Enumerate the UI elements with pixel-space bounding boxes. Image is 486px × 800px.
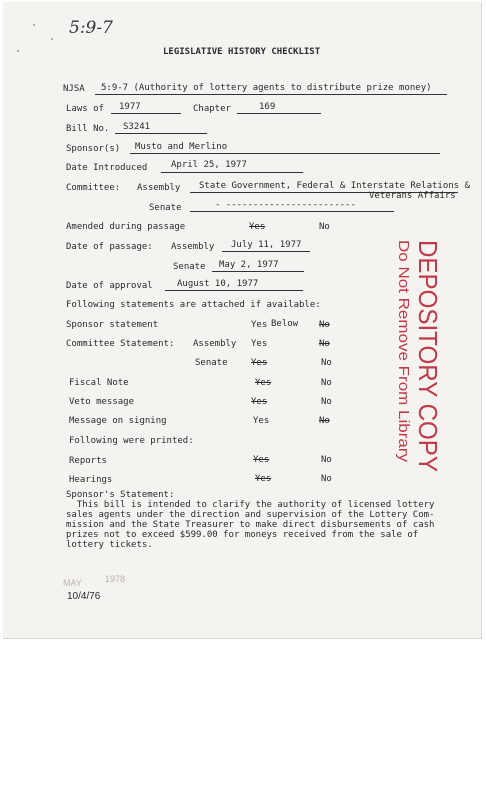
date-of-approval-underline bbox=[165, 290, 303, 291]
chapter-underline bbox=[237, 113, 321, 114]
date-of-approval-value: August 10, 1977 bbox=[177, 279, 259, 289]
veto-message-no: No bbox=[321, 397, 332, 407]
sponsors-underline bbox=[130, 153, 440, 154]
sponsor-statement-note: Below bbox=[271, 319, 299, 329]
speck bbox=[51, 38, 53, 40]
message-on-signing-yes: Yes bbox=[253, 416, 270, 426]
attached-statements-header: Following statements are attached if available: bbox=[66, 300, 321, 310]
depository-copy-stamp bbox=[395, 238, 447, 474]
statement-line: mission and the State Treasurer to make direct disbursements of cash bbox=[66, 520, 435, 530]
bill-no-label: Bill No. bbox=[66, 124, 110, 134]
depository-stamp-line1: DEPOSITORY COPY bbox=[413, 240, 443, 474]
passage-senate-value: May 2, 1977 bbox=[219, 260, 279, 270]
statement-line: lottery tickets. bbox=[66, 540, 153, 550]
committee-assembly-value-1: State Government, Federal & Interstate Relations & bbox=[199, 181, 470, 191]
fiscal-note-no: No bbox=[321, 378, 332, 388]
statement-line: prizes not to exceed $599.00 for moneys received from the sale of bbox=[66, 530, 419, 540]
hearings-label: Hearings bbox=[69, 475, 113, 485]
hearings-no: No bbox=[321, 474, 332, 484]
statement-line: sales agents under the direction and supervision of the Lottery Com- bbox=[66, 510, 435, 520]
committee-senate-label: Senate bbox=[149, 203, 182, 213]
bill-no-underline bbox=[115, 133, 207, 134]
depository-stamp-line2: Do Not Remove From Library bbox=[395, 240, 411, 430]
committee-assembly-label: Assembly bbox=[137, 183, 181, 193]
sponsor-statement-label: Sponsor statement bbox=[66, 320, 159, 330]
amended-label: Amended during passage bbox=[66, 222, 186, 232]
passage-senate-underline bbox=[212, 271, 304, 272]
statement-line: This bill is intended to clarify the authority of licensed lottery bbox=[66, 500, 435, 510]
veto-message-label: Veto message bbox=[69, 397, 135, 407]
passage-assembly-underline bbox=[222, 251, 310, 252]
committee-senate-underline bbox=[190, 211, 394, 212]
committee-assembly-value-2: Veterans Affairs bbox=[369, 191, 456, 201]
amended-yes: Yes bbox=[249, 222, 266, 232]
committee-statement-senate-no: No bbox=[321, 358, 332, 368]
hearings-yes: Yes bbox=[255, 474, 272, 484]
depository-stamp-graphic bbox=[395, 238, 447, 474]
sponsor-statement-yes: Yes bbox=[251, 320, 268, 330]
date-of-approval-label: Date of approval bbox=[66, 281, 153, 291]
chapter-value: 169 bbox=[259, 102, 276, 112]
sponsors-label: Sponsor(s) bbox=[66, 144, 121, 154]
fiscal-note-yes: Yes bbox=[255, 378, 272, 388]
committee-statement-label: Committee Statement: bbox=[66, 339, 175, 349]
committee-label: Committee: bbox=[66, 183, 121, 193]
date-introduced-label: Date Introduced bbox=[66, 163, 148, 173]
bill-no-value: S3241 bbox=[123, 122, 151, 132]
faint-month-stamp: MAY bbox=[63, 578, 82, 588]
chapter-label: Chapter bbox=[193, 104, 231, 114]
committee-statement-senate-yes: Yes bbox=[251, 358, 268, 368]
date-introduced-underline bbox=[161, 172, 303, 173]
amended-no: No bbox=[319, 222, 330, 232]
reports-no: No bbox=[321, 455, 332, 465]
committee-statement-senate: Senate bbox=[195, 358, 228, 368]
printed-header: Following were printed: bbox=[69, 436, 194, 446]
committee-statement-assembly: Assembly bbox=[193, 339, 237, 349]
date-of-passage-label: Date of passage: bbox=[66, 242, 153, 252]
sponsor-statement-heading: Sponsor's Statement: bbox=[66, 490, 175, 500]
njsa-label: NJSA bbox=[63, 84, 85, 94]
faint-year-stamp: 1978 bbox=[105, 574, 126, 584]
message-on-signing-no: No bbox=[319, 416, 330, 426]
handwritten-statute-number: 5:9-7 bbox=[69, 18, 113, 38]
footer-date: 10/4/76 bbox=[67, 591, 101, 602]
njsa-underline bbox=[95, 94, 447, 95]
document-page bbox=[3, 2, 482, 639]
passage-assembly-label: Assembly bbox=[171, 242, 215, 252]
laws-of-label: Laws of bbox=[66, 104, 104, 114]
speck bbox=[17, 50, 19, 52]
passage-senate-label: Senate bbox=[173, 262, 206, 272]
committee-statement-assembly-yes: Yes bbox=[251, 339, 268, 349]
laws-of-value: 1977 bbox=[119, 102, 141, 112]
veto-message-yes: Yes bbox=[251, 397, 268, 407]
njsa-value: 5:9-7 (Authority of lottery agents to distribute prize money) bbox=[101, 83, 432, 93]
reports-yes: Yes bbox=[253, 455, 270, 465]
page-title: LEGISLATIVE HISTORY CHECKLIST bbox=[163, 47, 321, 57]
message-on-signing-label: Message on signing bbox=[69, 416, 167, 426]
sponsors-value: Musto and Merlino bbox=[135, 142, 228, 152]
reports-label: Reports bbox=[69, 456, 107, 466]
passage-assembly-value: July 11, 1977 bbox=[231, 240, 302, 250]
committee-senate-value: - ------------------------ bbox=[215, 200, 356, 210]
fiscal-note-label: Fiscal Note bbox=[69, 378, 129, 388]
date-introduced-value: April 25, 1977 bbox=[171, 160, 247, 170]
committee-statement-assembly-no: No bbox=[319, 339, 330, 349]
speck bbox=[33, 24, 35, 26]
laws-of-underline bbox=[111, 113, 181, 114]
sponsor-statement-no: No bbox=[319, 320, 330, 330]
